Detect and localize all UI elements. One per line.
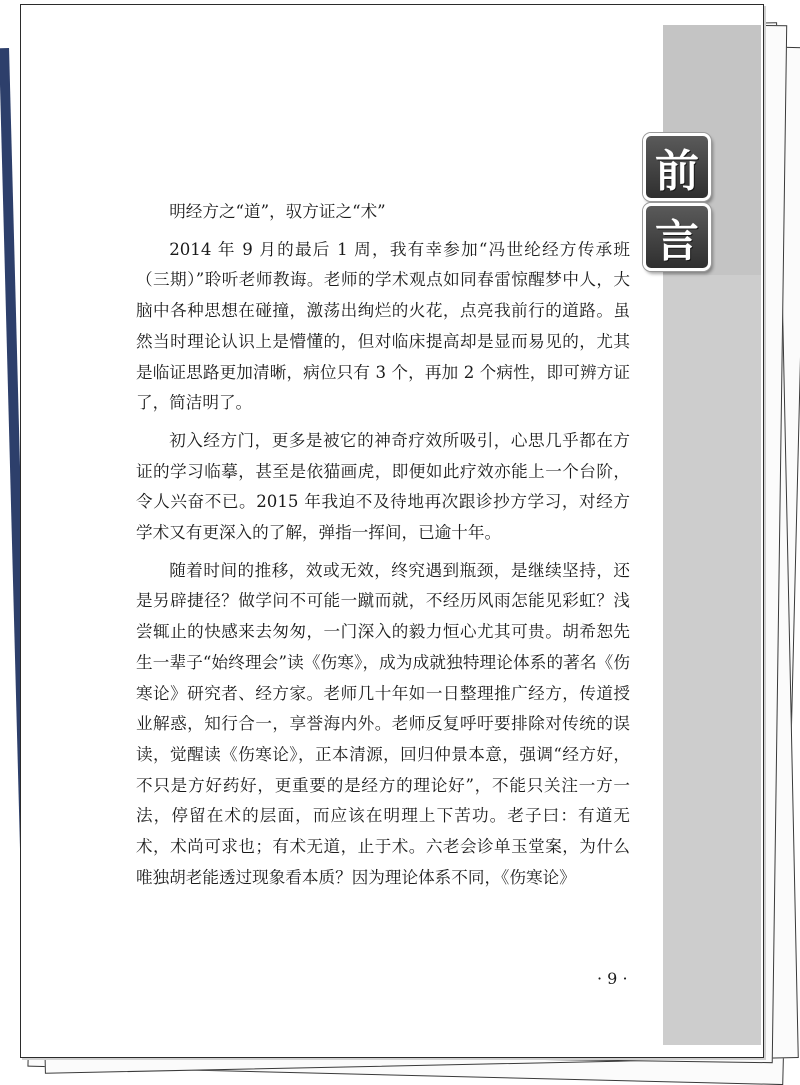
- body-text: [136, 197, 630, 900]
- page-number: · 9 ·: [597, 969, 628, 988]
- section-subtitle: 明经方之“道”，驭方证之“术”: [169, 202, 386, 221]
- heading-char-qian: 前: [643, 133, 711, 201]
- book-page: [20, 4, 764, 1058]
- paragraph: 初入经方门，更多是被它的神奇疗效所吸引，心思几乎都在方证的学习临摹，甚至是依猫画虎，即便如此疗效亦能上一个台阶，令人兴奋不已。2015 年我迫不及待地再次跟诊抄方学习，对经方学术又有更深入的了解，弹指一挥间，已逾十年。: [136, 430, 630, 543]
- paragraph: 随着时间的推移，效或无效，终究遇到瓶颈，是继续坚持，还是另辟捷径？做学问不可能一蹴而就，不经历风雨怎能见彩虹？浅尝辄止的快感来去匆匆，一门深入的毅力恒心尤其可贵。胡希恕先生一辈子“始终理会”读《伤寒》，成为成就独特理论体系的著名《伤寒论》研究者、经方家。老师几十年如一日整理推广经方，传道授业解惑，知行合一，享誉海内外。老师反复呼吁要排除对传统的误读，觉醒读《伤寒论》，正本清源，回归仲景本意，强调“经方好，不只是方好药好，更重要的是经方的理论好”，不能只关注一方一法，停留在术的层面，而应该在明理上下苦功。老子曰：有道无术，术尚可求也；有术无道，止于术。六老会诊单玉堂案，为什么唯独胡老能透过现象看本质？因为理论体系不同，《伤寒论》: [136, 560, 630, 887]
- paragraph: 2014 年 9 月的最后 1 周，我有幸参加“冯世纶经方传承班（三期）”聆听老师教诲。老师的学术观点如同春雷惊醒梦中人，大脑中各种思想在碰撞，激荡出绚烂的火花，点亮我前行的道路。虽然当时理论认识上是懵懂的，但对临床提高却是显而易见的，尤其是临证思路更加清晰，病位只有 3 个，再加 2 个病性，即可辨方证了，简洁明了。: [136, 239, 630, 413]
- heading-char-yan: 言: [643, 203, 711, 271]
